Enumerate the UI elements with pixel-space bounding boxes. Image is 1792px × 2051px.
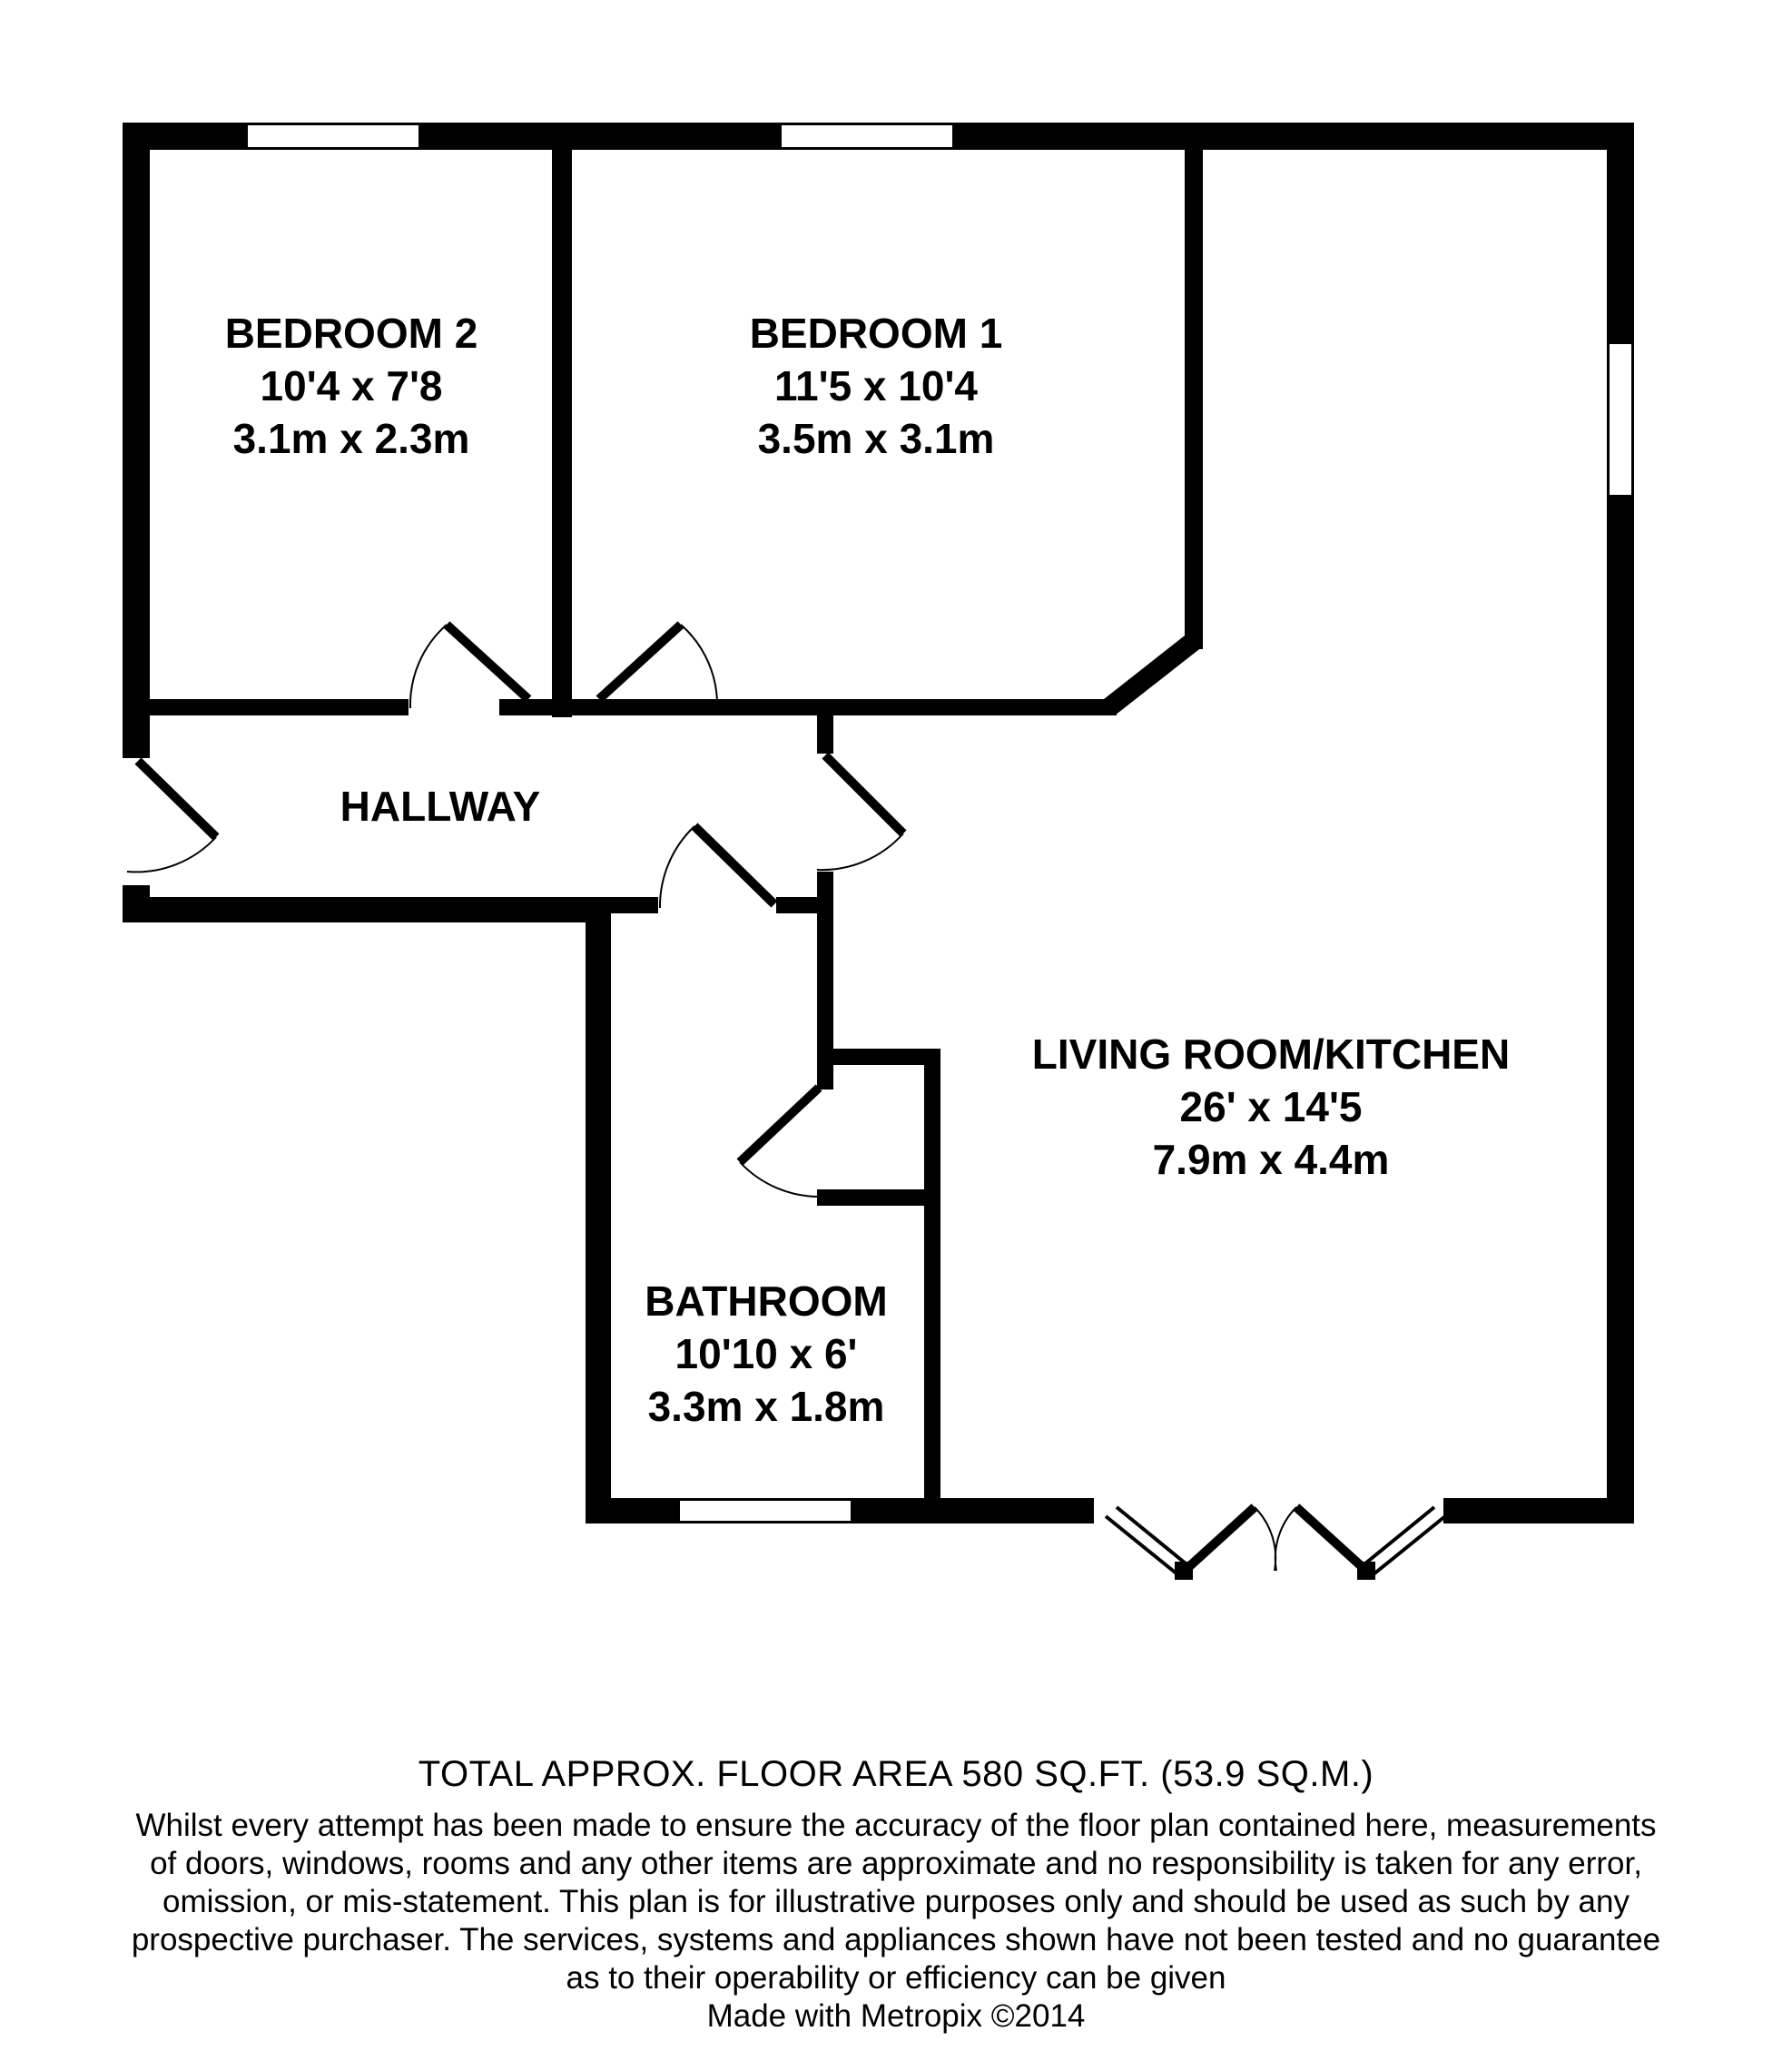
room-hallway xyxy=(340,783,541,830)
room-living-kitchen xyxy=(1032,1030,1510,1183)
room-name: BEDROOM 2 xyxy=(224,310,478,357)
disclaimer xyxy=(0,1807,1792,2036)
room-name: BATHROOM xyxy=(645,1277,888,1325)
door-bathroom xyxy=(660,826,774,908)
disclaimer-line: of doors, windows, rooms and any other items are approximate and no responsibility is taken for any error, xyxy=(150,1846,1642,1881)
window-bathroom xyxy=(679,1500,852,1522)
door-bedroom2 xyxy=(410,625,528,708)
room-bedroom1 xyxy=(750,310,1003,462)
metropix-credit: Made with Metropix ©2014 xyxy=(706,1998,1086,2034)
room-size-metric: 3.1m x 2.3m xyxy=(232,415,470,462)
disclaimer-line: omission, or mis-statement. This plan is for illustrative purposes only and should be used as such by any xyxy=(162,1884,1630,1919)
door-cupboard xyxy=(740,1088,822,1197)
room-size-imperial: 11'5 x 10'4 xyxy=(774,362,978,409)
room-name: BEDROOM 1 xyxy=(749,310,1003,357)
room-name: LIVING ROOM/KITCHEN xyxy=(1031,1030,1511,1078)
window-bedroom2 xyxy=(247,124,419,148)
room-bathroom xyxy=(645,1277,887,1430)
door-bedroom1 xyxy=(599,625,717,708)
door-french xyxy=(1106,1507,1445,1578)
window-bedroom1 xyxy=(781,124,953,148)
room-size-metric: 3.5m x 3.1m xyxy=(757,415,995,462)
disclaimer-line: as to their operability or efficiency can be given xyxy=(566,1960,1226,1996)
room-size-metric: 7.9m x 4.4m xyxy=(1152,1136,1390,1183)
room-size-imperial: 10'10 x 6' xyxy=(674,1330,858,1377)
door-living xyxy=(817,755,903,870)
disclaimer-line: prospective purchaser. The services, systems and appliances shown have not been tested and no guarantee xyxy=(131,1922,1661,1957)
disclaimer-line: Whilst every attempt has been made to ensure the accuracy of the floor plan contained here, measurements xyxy=(135,1808,1657,1843)
room-size-metric: 3.3m x 1.8m xyxy=(647,1383,885,1430)
room-size-imperial: 10'4 x 7'8 xyxy=(260,362,443,409)
window-living-east xyxy=(1609,343,1632,496)
door-entrance xyxy=(127,761,216,872)
room-name: HALLWAY xyxy=(340,783,541,830)
room-size-imperial: 26' x 14'5 xyxy=(1179,1083,1363,1130)
total-floor-area: TOTAL APPROX. FLOOR AREA 580 SQ.FT. (53.9 SQ.M.) xyxy=(418,1754,1374,1794)
room-bedroom2 xyxy=(225,310,478,462)
